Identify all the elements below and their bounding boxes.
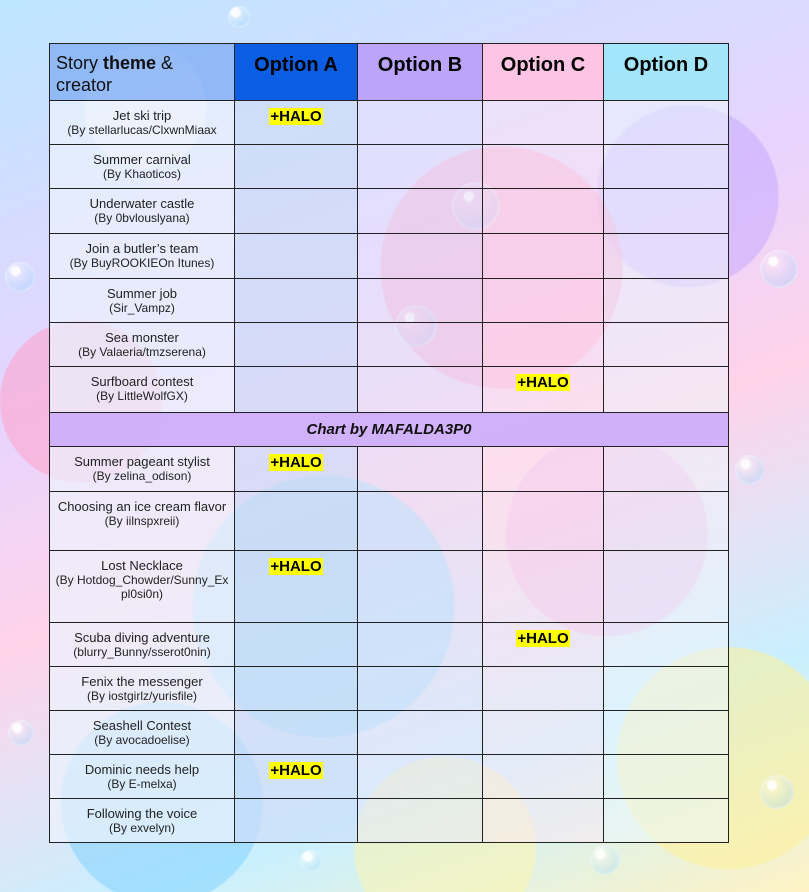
option-d-cell	[604, 667, 729, 711]
background-bubble	[228, 6, 250, 28]
story-cell	[50, 101, 235, 145]
option-c-cell	[483, 101, 604, 145]
option-b-cell	[358, 234, 483, 279]
option-a-cell	[235, 145, 358, 189]
halo-badge: +HALO	[270, 454, 322, 471]
story-cell	[50, 189, 235, 234]
option-b-header: Option B	[358, 44, 483, 101]
story-creator: (By exvelyn)	[108, 821, 176, 835]
option-d-cell	[604, 623, 729, 667]
option-b-cell	[358, 667, 483, 711]
chart-credit-row	[50, 413, 729, 447]
story-header-bold: theme	[103, 53, 157, 73]
option-c-cell	[483, 755, 604, 799]
story-creator: (Sir_Vampz)	[109, 301, 175, 315]
story-theme: Surfboard contest	[90, 374, 194, 389]
background-bubble	[300, 850, 322, 872]
option-b-cell	[358, 279, 483, 323]
table-row	[50, 279, 729, 323]
table-row	[50, 323, 729, 367]
option-a-cell	[235, 447, 358, 492]
option-c-cell	[483, 279, 604, 323]
background-bubble	[760, 775, 794, 809]
story-cell	[50, 711, 235, 755]
story-cell	[50, 279, 235, 323]
option-d-cell	[604, 367, 729, 413]
option-c-cell	[483, 447, 604, 492]
story-cell	[50, 667, 235, 711]
halo-badge: +HALO	[517, 374, 569, 391]
story-creator: (By zelina_odison)	[92, 469, 192, 483]
option-b-cell	[358, 101, 483, 145]
background-bubble	[735, 455, 765, 485]
option-b-cell	[358, 755, 483, 799]
story-creator: (By Valaeria/tmzserena)	[78, 345, 206, 359]
story-cell	[50, 447, 235, 492]
table-row	[50, 551, 729, 623]
story-header-suffix: & creator	[56, 53, 174, 95]
option-a-cell	[235, 367, 358, 413]
option-a-cell	[235, 551, 358, 623]
table-header-row	[50, 44, 729, 101]
option-a-cell	[235, 234, 358, 279]
table-row	[50, 234, 729, 279]
option-d-cell	[604, 145, 729, 189]
story-creator: (By Khaoticos)	[102, 167, 182, 181]
story-cell	[50, 492, 235, 551]
table-row	[50, 799, 729, 843]
option-b-cell	[358, 145, 483, 189]
table-row	[50, 711, 729, 755]
story-theme: Fenix the messenger	[81, 674, 203, 689]
halo-badge: +HALO	[517, 630, 569, 647]
option-c-header: Option C	[483, 44, 604, 101]
background-bubble	[5, 262, 35, 292]
table-row	[50, 101, 729, 145]
option-d-cell	[604, 101, 729, 145]
option-a-cell	[235, 279, 358, 323]
option-a-cell	[235, 711, 358, 755]
option-a-cell	[235, 189, 358, 234]
option-b-cell	[358, 367, 483, 413]
table-row	[50, 623, 729, 667]
option-d-cell	[604, 492, 729, 551]
option-c-cell	[483, 189, 604, 234]
table-row	[50, 447, 729, 492]
table-row	[50, 145, 729, 189]
story-theme: Sea monster	[105, 330, 179, 345]
story-theme: Lost Necklace	[101, 558, 183, 573]
option-b-cell	[358, 711, 483, 755]
table-row	[50, 667, 729, 711]
option-b-cell	[358, 799, 483, 843]
story-creator: (blurry_Bunny/sserot0nin)	[73, 645, 211, 659]
option-c-cell	[483, 551, 604, 623]
story-cell	[50, 623, 235, 667]
story-creator: (By stellarlucas/ClxwnMiaax	[67, 123, 217, 137]
story-theme: Join a butler’s team	[85, 241, 199, 256]
option-c-cell	[483, 711, 604, 755]
story-cell	[50, 755, 235, 799]
story-header-prefix: Story	[56, 53, 104, 73]
halo-badge: +HALO	[270, 108, 322, 125]
option-c-cell	[483, 492, 604, 551]
story-theme: Choosing an ice cream flavor	[57, 499, 227, 514]
story-creator: (By BuyROOKIEOn Itunes)	[69, 256, 215, 270]
story-theme: Jet ski trip	[112, 108, 172, 123]
background-bubble	[8, 720, 34, 746]
option-a-cell	[235, 492, 358, 551]
story-theme: Scuba diving adventure	[74, 630, 210, 645]
option-d-cell	[604, 279, 729, 323]
option-a-cell	[235, 323, 358, 367]
story-theme: Summer pageant stylist	[74, 454, 210, 469]
option-d-header: Option D	[604, 44, 729, 101]
halo-badge: +HALO	[270, 558, 322, 575]
story-theme: Summer carnival	[93, 152, 191, 167]
option-b-cell	[358, 623, 483, 667]
story-cell	[50, 367, 235, 413]
option-d-cell	[604, 323, 729, 367]
story-cell	[50, 551, 235, 623]
option-b-cell	[358, 551, 483, 623]
option-a-cell	[235, 799, 358, 843]
story-creator: (By E-melxa)	[107, 777, 177, 791]
option-c-cell	[483, 234, 604, 279]
option-b-cell	[358, 492, 483, 551]
option-d-cell	[604, 447, 729, 492]
option-b-cell	[358, 189, 483, 234]
story-cell	[50, 234, 235, 279]
option-a-cell	[235, 667, 358, 711]
chart-credit: Chart by MAFALDA3P0	[50, 413, 729, 447]
story-theme: Summer job	[106, 286, 178, 301]
option-c-cell	[483, 323, 604, 367]
option-c-cell	[483, 799, 604, 843]
option-a-cell	[235, 101, 358, 145]
option-d-cell	[604, 755, 729, 799]
option-d-cell	[604, 551, 729, 623]
option-d-cell	[604, 189, 729, 234]
option-c-cell	[483, 667, 604, 711]
table-row	[50, 367, 729, 413]
story-options-table	[49, 43, 729, 843]
story-creator: (By 0bvlouslyana)	[94, 211, 190, 225]
story-creator: (By iostgirlz/yurisfile)	[86, 689, 197, 703]
story-theme-creator-header	[50, 44, 235, 101]
option-c-cell	[483, 367, 604, 413]
option-d-cell	[604, 799, 729, 843]
story-creator: (By iilnspxreii)	[104, 514, 180, 528]
background-bubble	[590, 845, 620, 875]
story-theme: Seashell Contest	[92, 718, 192, 733]
option-c-cell	[483, 623, 604, 667]
option-b-cell	[358, 323, 483, 367]
table-row	[50, 492, 729, 551]
option-b-cell	[358, 447, 483, 492]
story-theme: Following the voice	[86, 806, 198, 821]
table-row	[50, 189, 729, 234]
story-cell	[50, 323, 235, 367]
table-row	[50, 755, 729, 799]
story-cell	[50, 799, 235, 843]
story-creator: (By Hotdog_Chowder/Sunny_Expl0si0n)	[55, 573, 229, 601]
story-creator: (By avocadoelise)	[94, 733, 190, 747]
option-c-cell	[483, 145, 604, 189]
story-creator: (By LittleWolfGX)	[96, 389, 188, 403]
story-cell	[50, 145, 235, 189]
option-a-cell	[235, 755, 358, 799]
background-bubble	[760, 250, 798, 288]
story-theme: Dominic needs help	[84, 762, 200, 777]
option-d-cell	[604, 711, 729, 755]
halo-badge: +HALO	[270, 762, 322, 779]
option-d-cell	[604, 234, 729, 279]
option-a-cell	[235, 623, 358, 667]
story-theme: Underwater castle	[89, 196, 195, 211]
option-a-header: Option A	[235, 44, 358, 101]
